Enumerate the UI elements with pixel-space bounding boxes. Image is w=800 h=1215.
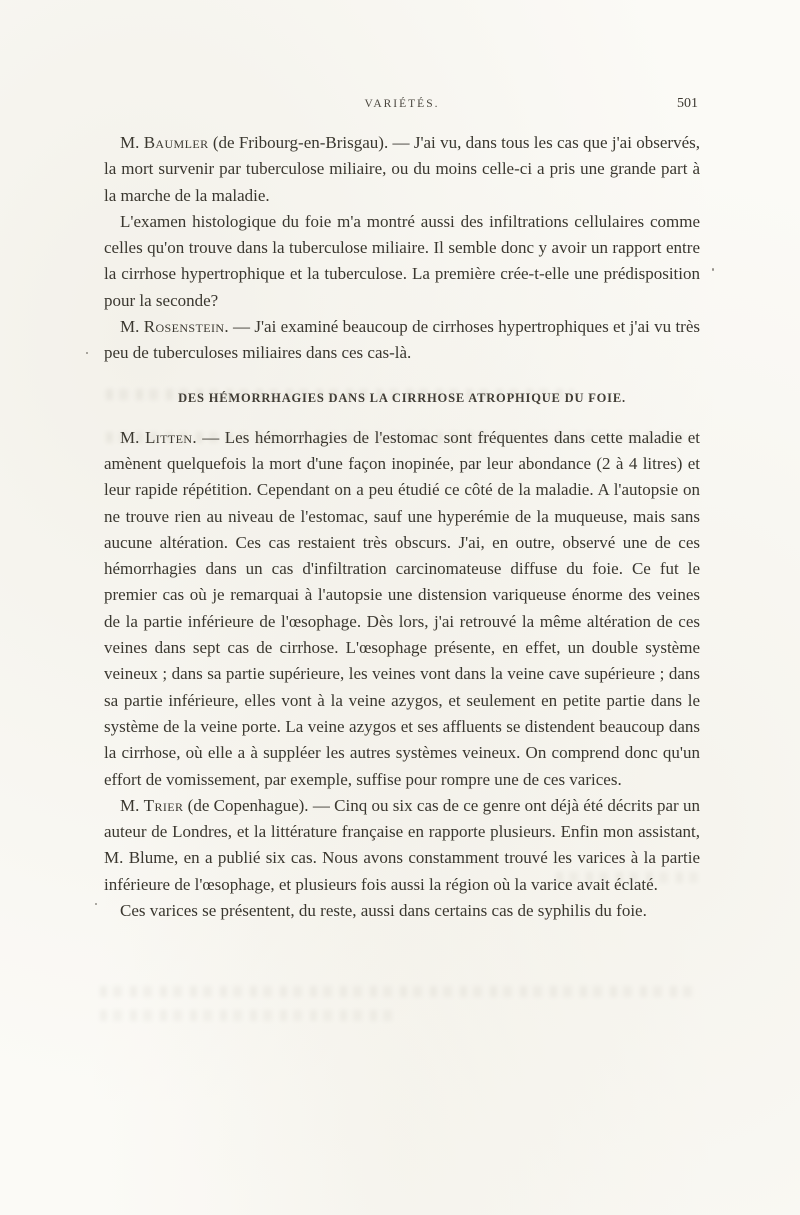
paragraph-rosenstein [104,314,700,367]
paragraph-text: (de Fribourg-en-Brisgau). — J'ai vu, dans tous les cas que j'ai observés, la mort survenir par tuberculose miliaire, ou du moins celle-ci a pris une grande part à la marche de la maladie. [104,133,700,205]
speaker-name: Litten [144,427,193,447]
paper-speck [86,352,88,354]
paragraph-text: L'examen histologique du foie m'a montré aussi des infiltrations cellulaires comme celles qu'on trouve dans la tuberculose miliaire. Il semble donc y avoir un rapport entre la cirrhose hypertrophique et la tuberculose. La première crée-t-elle une prédisposition pour la seconde? [104,211,700,310]
page-number: 501 [677,96,698,111]
speaker-name: Trier [143,795,184,815]
text-block [104,0,700,924]
paragraph-trier [104,793,700,898]
section-heading: DES HÉMORRHAGIES DANS LA CIRRHOSE ATROPHIQUE DU FOIE. [178,390,626,405]
paragraph-text: (de Copenhague). — Cinq ou six cas de ce genre ont déjà été décrits par un auteur de Londres, et la littérature française en rapporte plusieurs. Enfin mon assistant, M. Blume, en a publié six cas. Nous avons constamment trouvé les varices à la partie inférieure de l'œsophage, et plusieurs fois aussi la région où la varice avait éclaté. [104,795,700,894]
speaker-lead: M. [120,795,144,815]
speaker-lead: M. [120,317,144,337]
speaker-name: Baumler [143,133,209,152]
paragraph-histology [104,209,700,314]
speaker-lead: M. [120,133,144,152]
running-head-title: VARIÉTÉS. [364,98,440,110]
page-bleed-through [100,1010,400,1021]
paper-speck [95,903,97,905]
paragraph-text: . — Les hémorrhagies de l'estomac sont fréquentes dans cette maladie et amènent quelquefois la mort d'une façon inopinée, par leur abondance (2 à 4 litres) et leur rapide répétition. Cependant on a peu étudié ce côté de la maladie. A l'autopsie on ne trouve rien au niveau de l'estomac, sauf une hyperémie de la muqueuse, mais sans aucune altération. Ces cas restaient très obscurs. J'ai, en outre, observé une de ces hémorrhagies dans un cas d'infiltration carcinomateuse diffuse du foie. Ce fut le premier cas où je remarquai à l'autopsie une distension variqueuse énorme des veines de la partie inférieure de l'œsophage. Dès lors, j'ai retrouvé la même altération de ces veines dans sept cas de cirrhose. L'œsophage présente, en effet, un double système veineux ; dans sa partie supérieure, les veines vont dans la veine cave supérieure ; dans sa partie inférieure, elles vont à la veine azygos, et seulement en petite partie dans le système de la veine porte. La veine azygos et ses affluents se distendent beaucoup dans la cirrhose, où elle a à suppléer les autres systèmes veineux. On comprend donc qu'un effort de vomissement, par exemple, suffise pour rompre une de ces varices. [104,427,700,789]
paragraph-closing [104,898,700,924]
speaker-name: Rosenstein [143,317,225,337]
paragraph-litten [104,425,700,793]
paragraph-text: Ces varices se présentent, du reste, aussi dans certains cas de syphilis du foie. [120,901,647,921]
speaker-lead: M. [120,427,145,447]
paragraph-text: . — J'ai examiné beaucoup de cirrhoses hypertrophiques et j'ai vu très peu de tuberculoses miliaires dans ces cas-là. [104,317,700,363]
page-bleed-through [100,986,698,997]
running-header [104,98,700,118]
paper-speck [712,268,714,271]
paragraph-baumler [104,130,700,209]
